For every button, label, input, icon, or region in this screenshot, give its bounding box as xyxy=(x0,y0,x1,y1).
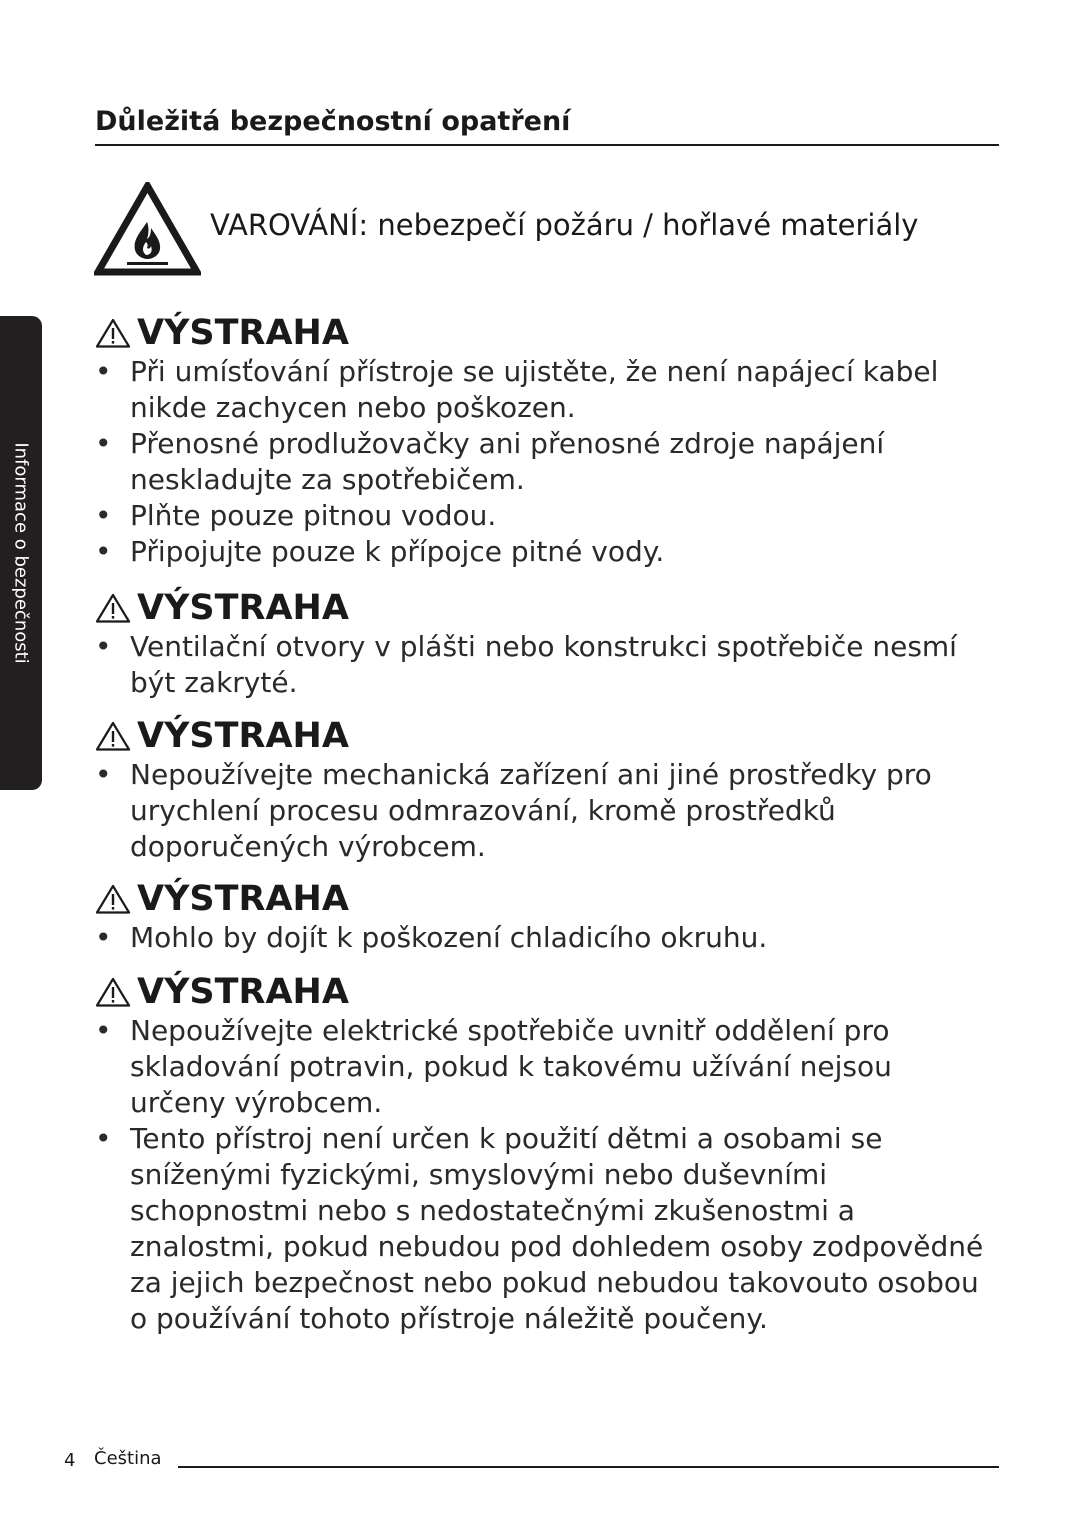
list-item xyxy=(95,498,995,534)
warning-heading-text: VÝSTRAHA xyxy=(137,716,349,756)
bullet-mark: • xyxy=(95,758,112,791)
list-item xyxy=(95,1013,995,1121)
bullet-list xyxy=(95,757,995,865)
bullet-list xyxy=(95,354,995,570)
title-divider xyxy=(95,144,999,146)
bullet-list xyxy=(95,629,995,701)
bullet-mark: • xyxy=(95,355,112,388)
list-item xyxy=(95,354,995,426)
side-tab-label: Informace o bezpečnosti xyxy=(10,442,32,664)
list-item xyxy=(95,1121,995,1337)
page-number: 4 xyxy=(64,1450,76,1471)
list-item-text: Přenosné prodlužovačky ani přenosné zdroje napájení neskladujte za spotřebičem. xyxy=(130,427,885,496)
list-item xyxy=(95,534,995,570)
warning-block xyxy=(95,312,995,570)
footer-language: Čeština xyxy=(94,1448,162,1469)
list-item xyxy=(95,757,995,865)
fire-warning-text: VAROVÁNÍ: nebezpečí požáru / hořlavé materiály xyxy=(210,208,919,242)
warning-heading-text: VÝSTRAHA xyxy=(137,313,349,353)
list-item-text: Nepoužívejte elektrické spotřebiče uvnitř oddělení pro skladování potravin, pokud k takovému užívání nejsou určeny výrobcem. xyxy=(130,1014,892,1119)
bullet-mark: • xyxy=(95,1122,112,1155)
bullet-mark: • xyxy=(95,535,112,568)
warning-triangle-icon xyxy=(95,883,131,915)
list-item-text: Mohlo by dojít k poškození chladicího okruhu. xyxy=(130,921,768,954)
warning-triangle-icon xyxy=(95,976,131,1008)
page-title: Důležitá bezpečnostní opatření xyxy=(95,106,571,137)
list-item xyxy=(95,920,995,956)
warning-block xyxy=(95,587,995,701)
bullet-mark: • xyxy=(95,1014,112,1047)
warning-heading-text: VÝSTRAHA xyxy=(137,588,349,628)
warning-triangle-icon xyxy=(95,317,131,349)
warning-heading-text: VÝSTRAHA xyxy=(137,879,349,919)
warning-block xyxy=(95,715,995,865)
footer-divider xyxy=(178,1466,999,1468)
warning-block xyxy=(95,971,995,1337)
list-item-text: Nepoužívejte mechanická zařízení ani jiné prostředky pro urychlení procesu odmrazování, kromě prostředků doporučených výrobcem. xyxy=(130,758,932,863)
bullet-mark: • xyxy=(95,427,112,460)
warning-heading-text: VÝSTRAHA xyxy=(137,972,349,1012)
list-item xyxy=(95,629,995,701)
warning-block xyxy=(95,878,995,956)
list-item-text: Plňte pouze pitnou vodou. xyxy=(130,499,497,532)
bullet-mark: • xyxy=(95,921,112,954)
bullet-list xyxy=(95,920,995,956)
list-item-text: Připojujte pouze k přípojce pitné vody. xyxy=(130,535,665,568)
warning-heading xyxy=(95,715,995,757)
fire-warning-icon xyxy=(94,182,201,276)
bullet-list xyxy=(95,1013,995,1337)
warning-heading xyxy=(95,878,995,920)
warning-heading xyxy=(95,312,995,354)
warning-triangle-icon xyxy=(95,720,131,752)
bullet-mark: • xyxy=(95,630,112,663)
warning-triangle-icon xyxy=(95,592,131,624)
list-item-text: Tento přístroj není určen k použití dětmi a osobami se sníženými fyzickými, smyslovými nebo duševními schopnostmi nebo s nedostatečnými zkušenostmi a znalostmi, pokud nebudou pod dohledem osoby zodpovědné za jejich bezpečnost nebo pokud nebudou takovouto osobou o používání tohoto přístroje náležitě poučeny. xyxy=(130,1122,984,1335)
list-item-text: Ventilační otvory v plášti nebo konstrukci spotřebiče nesmí být zakryté. xyxy=(130,630,957,699)
list-item-text: Při umísťování přístroje se ujistěte, že není napájecí kabel nikde zachycen nebo poškozen. xyxy=(130,355,939,424)
warning-heading xyxy=(95,971,995,1013)
list-item xyxy=(95,426,995,498)
warning-heading xyxy=(95,587,995,629)
bullet-mark: • xyxy=(95,499,112,532)
